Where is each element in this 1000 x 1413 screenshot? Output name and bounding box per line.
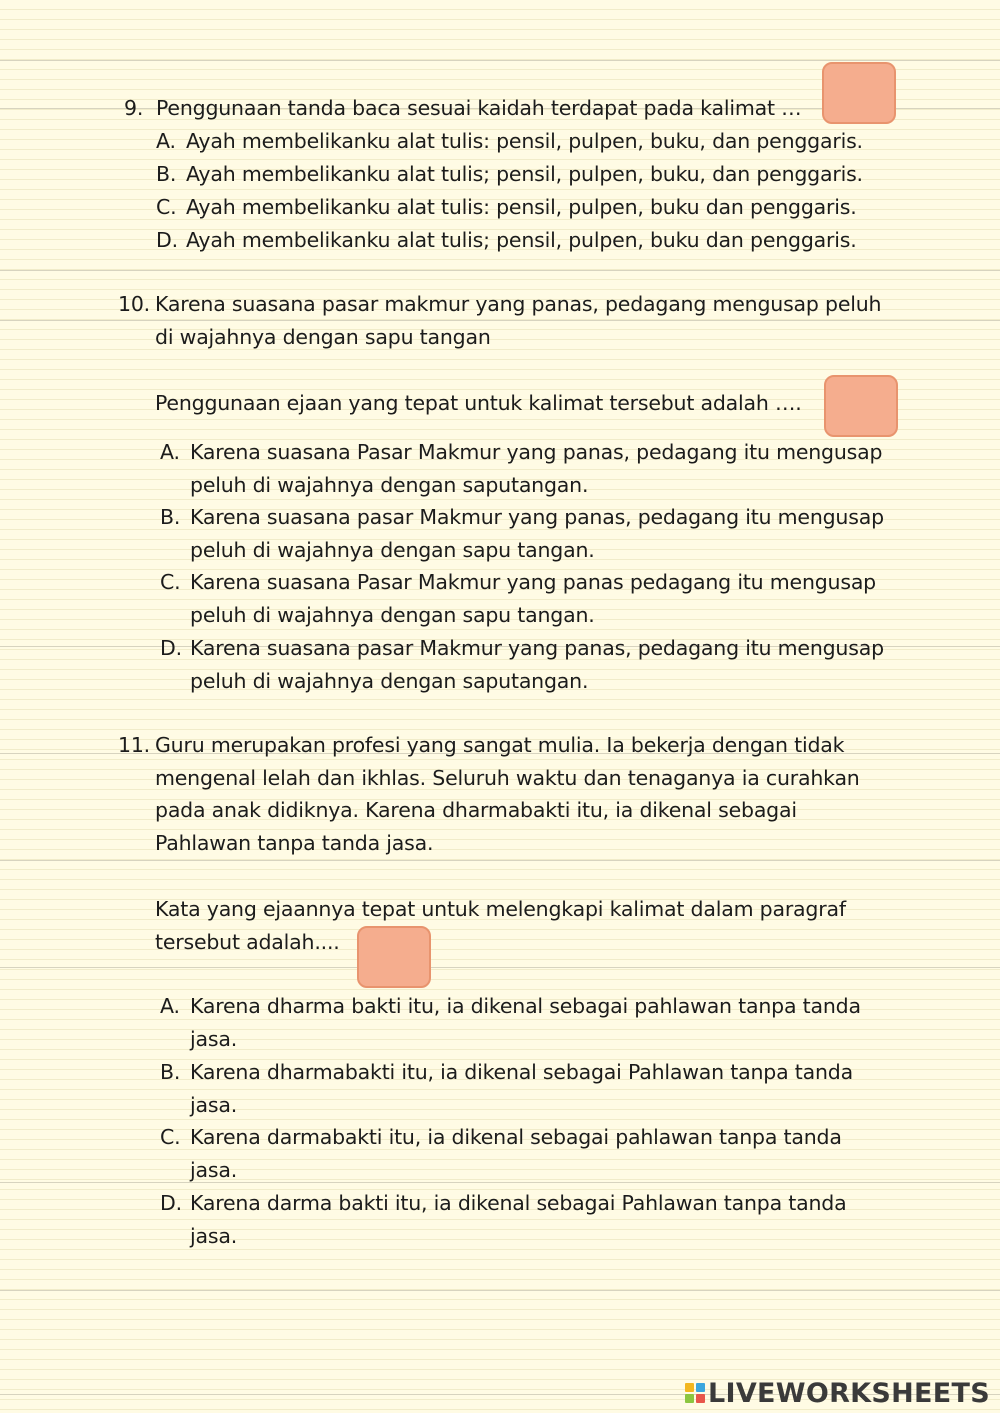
q10-option-a-line-1: Karena suasana Pasar Makmur yang panas, pedagang itu mengusap [190, 440, 883, 464]
q10-option-a-letter: A. [160, 440, 180, 464]
q11-option-b-line-2: jasa. [190, 1093, 238, 1117]
answer-box-9[interactable] [822, 62, 896, 124]
ruled-line [0, 1182, 1000, 1183]
question-9-stem: Penggunaan tanda baca sesuai kaidah terdapat pada kalimat … [156, 96, 802, 120]
q10-option-c-line-2: peluh di wajahnya dengan sapu tangan. [190, 603, 595, 627]
question-11-stem-line-3: pada anak didiknya. Karena dharmabakti itu, ia dikenal sebagai [155, 798, 797, 822]
q11-option-d-line-1: Karena darma bakti itu, ia dikenal sebagai Pahlawan tanpa tanda [190, 1191, 847, 1215]
question-11-stem-line-2: mengenal lelah dan ikhlas. Seluruh waktu dan tenaganya ia curahkan [155, 766, 860, 790]
ruled-line [0, 1290, 1000, 1291]
q10-option-b-line-2: peluh di wajahnya dengan sapu tangan. [190, 538, 595, 562]
q11-option-a-line-1: Karena dharma bakti itu, ia dikenal sebagai pahlawan tanpa tanda [190, 994, 861, 1018]
question-10-prompt: Penggunaan ejaan yang tepat untuk kalimat tersebut adalah …. [155, 391, 802, 415]
q9-option-a-text: Ayah membelikanku alat tulis: pensil, pulpen, buku, dan penggaris. [186, 129, 863, 153]
ruled-line [0, 320, 1000, 321]
answer-box-10[interactable] [824, 375, 898, 437]
logo-mark-square [685, 1383, 694, 1392]
q11-option-c-letter: C. [160, 1125, 181, 1149]
q11-option-c-line-2: jasa. [190, 1158, 238, 1182]
question-10-number: 10. [118, 292, 151, 316]
q9-option-c-text: Ayah membelikanku alat tulis: pensil, pulpen, buku dan penggaris. [186, 195, 857, 219]
q10-option-b-line-1: Karena suasana pasar Makmur yang panas, pedagang itu mengusap [190, 505, 884, 529]
liveworksheets-logo-icon [685, 1383, 705, 1403]
question-11-stem-line-1: Guru merupakan profesi yang sangat mulia. Ia bekerja dengan tidak [155, 733, 845, 757]
q9-option-b-text: Ayah membelikanku alat tulis; pensil, pulpen, buku, dan penggaris. [186, 162, 863, 186]
ruled-line [0, 860, 1000, 861]
q10-option-d-line-1: Karena suasana pasar Makmur yang panas, pedagang itu mengusap [190, 636, 884, 660]
q11-option-d-line-2: jasa. [190, 1224, 238, 1248]
q10-option-c-letter: C. [160, 570, 181, 594]
question-11-prompt-line-2: tersebut adalah.... [155, 930, 340, 954]
q10-option-b-letter: B. [160, 505, 181, 529]
logo-mark-square [696, 1394, 705, 1403]
logo-mark-square [696, 1383, 705, 1392]
q9-option-d-letter: D. [156, 228, 178, 252]
q10-option-d-line-2: peluh di wajahnya dengan saputangan. [190, 669, 589, 693]
question-11-stem-line-4: Pahlawan tanpa tanda jasa. [155, 831, 434, 855]
q10-option-d-letter: D. [160, 636, 182, 660]
q9-option-b-letter: B. [156, 162, 177, 186]
question-10-stem-line-2: di wajahnya dengan sapu tangan [155, 325, 491, 349]
question-10-stem-line-1: Karena suasana pasar makmur yang panas, pedagang mengusap peluh [155, 292, 882, 316]
q11-option-b-line-1: Karena dharmabakti itu, ia dikenal sebagai Pahlawan tanpa tanda [190, 1060, 853, 1084]
q11-option-a-letter: A. [160, 994, 180, 1018]
answer-box-11[interactable] [357, 926, 431, 988]
q9-option-c-letter: C. [156, 195, 177, 219]
liveworksheets-logo[interactable] [685, 1377, 990, 1409]
ruled-line [0, 270, 1000, 271]
ruled-line [0, 60, 1000, 61]
q9-option-a-letter: A. [156, 129, 176, 153]
question-11-prompt-line-1: Kata yang ejaannya tepat untuk melengkapi kalimat dalam paragraf [155, 897, 846, 921]
question-11-number: 11. [118, 733, 151, 757]
q11-option-a-line-2: jasa. [190, 1027, 238, 1051]
logo-text: LIVEWORKSHEETS [707, 1377, 990, 1409]
q9-option-d-text: Ayah membelikanku alat tulis; pensil, pulpen, buku dan penggaris. [186, 228, 857, 252]
q10-option-a-line-2: peluh di wajahnya dengan saputangan. [190, 473, 589, 497]
question-9-number: 9. [124, 96, 144, 120]
q11-option-d-letter: D. [160, 1191, 182, 1215]
logo-mark-square [685, 1394, 694, 1403]
q10-option-c-line-1: Karena suasana Pasar Makmur yang panas pedagang itu mengusap [190, 570, 876, 594]
q11-option-c-line-1: Karena darmabakti itu, ia dikenal sebagai pahlawan tanpa tanda [190, 1125, 842, 1149]
ruled-line [0, 967, 1000, 968]
q11-option-b-letter: B. [160, 1060, 181, 1084]
